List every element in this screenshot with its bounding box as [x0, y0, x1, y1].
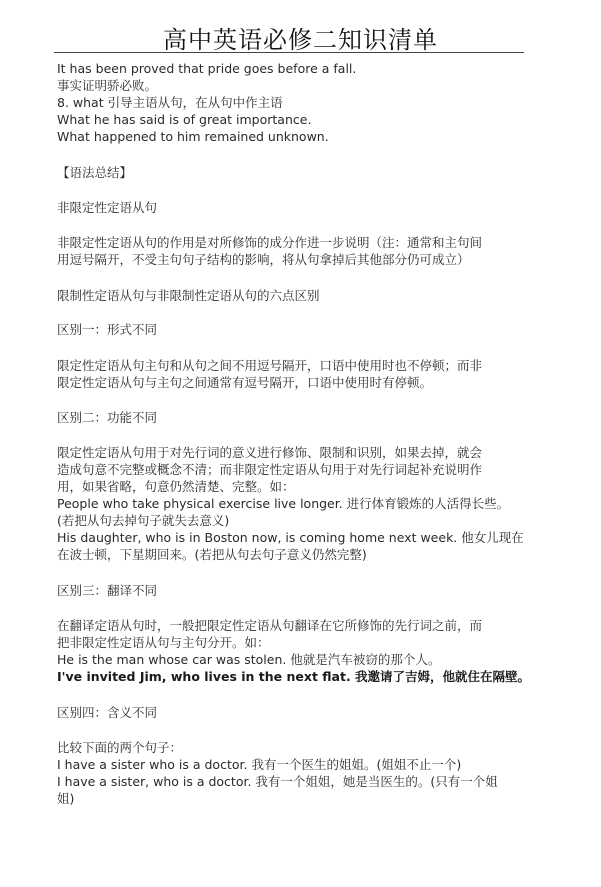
text-line: 限定性定语从句用于对先行词的意义进行修饰、限制和识别，如果去掉，就会	[57, 445, 483, 460]
text-line: People who take physical exercise live longer. 进行体育锻炼的人活得长些。	[57, 496, 510, 511]
text-line: 限定性定语从句主句和从句之间不用逗号隔开，口语中使用时也不停顿；而非	[57, 358, 483, 373]
text-line: His daughter, who is in Boston now, is coming home next week. 他女儿现在	[57, 530, 524, 545]
text-line: I have a sister, who is a doctor. 我有一个姐姐，她是当医生的。(只有一个姐	[57, 774, 498, 789]
text-line: 姐)	[57, 791, 75, 806]
text-line: 用，如果省略，句意仍然清楚、完整。如：	[57, 479, 295, 494]
text-line: 用逗号隔开，不受主句句子结构的影响，将从句拿掉后其他部分仍可成立）	[57, 252, 470, 267]
text-line: 区别二：功能不同	[57, 410, 158, 425]
text-line: What he has said is of great importance.	[57, 112, 312, 127]
text-line: 事实证明骄必败。	[57, 78, 158, 93]
text-line: 非限定性定语从句的作用是对所修饰的成分作进一步说明（注：通常和主句间	[57, 235, 483, 250]
text-line: I have a sister who is a doctor. 我有一个医生的姐姐。(姐姐不止一个)	[57, 757, 462, 772]
text-line: He is the man whose car was stolen. 他就是汽车被窃的那个人。	[57, 652, 441, 667]
text-line: 把非限定性定语从句与主句分开。如：	[57, 635, 270, 650]
text-line: It has been proved that pride goes before a fall.	[57, 61, 357, 76]
title-divider	[54, 52, 524, 53]
text-line: 限制性定语从句与非限制性定语从句的六点区别	[57, 288, 320, 303]
text-line: What happened to him remained unknown.	[57, 129, 329, 144]
text-line: 限定性定语从句与主句之间通常有逗号隔开，口语中使用时有停顿。	[57, 375, 433, 390]
text-line: 非限定性定语从句	[57, 200, 158, 215]
text-line: 比较下面的两个句子：	[57, 740, 183, 755]
text-line: 8. what 引导主语从句，在从句中作主语	[57, 95, 283, 110]
text-line: 造成句意不完整或概念不清；而非限定性定语从句用于对先行词起补充说明作	[57, 462, 483, 477]
text-line: 区别三：翻译不同	[57, 583, 158, 598]
text-line: 在波士顿，下星期回来。(若把从句去句子意义仍然完整)	[57, 547, 367, 562]
page-title: 高中英语必修二知识清单	[163, 26, 438, 54]
text-line: I've invited Jim, who lives in the next flat. 我邀请了吉姆，他就住在隔壁。	[57, 669, 531, 684]
text-line: 在翻译定语从句时，一般把限定性定语从句翻译在它所修饰的先行词之前，而	[57, 618, 483, 633]
text-line: 区别一：形式不同	[57, 322, 158, 337]
section-heading: 【语法总结】	[57, 165, 133, 180]
text-line: (若把从句去掉句子就失去意义)	[57, 513, 230, 528]
text-line: 区别四：含义不同	[57, 705, 158, 720]
